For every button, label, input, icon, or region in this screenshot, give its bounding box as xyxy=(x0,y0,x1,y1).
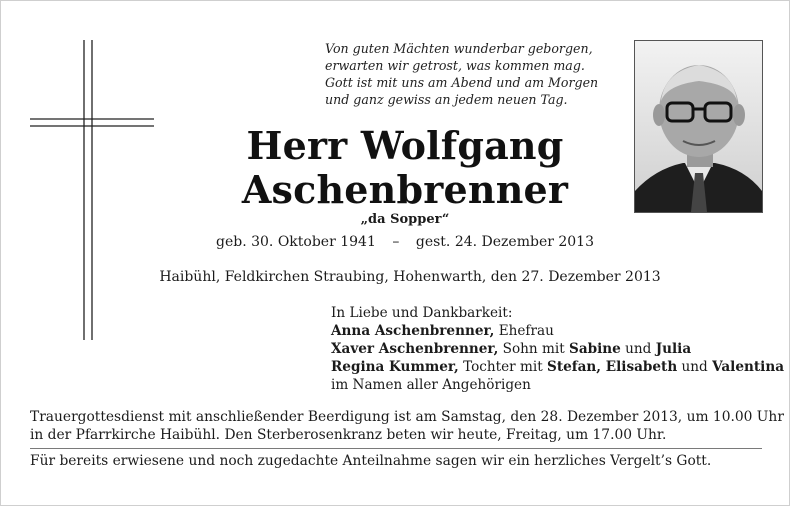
family-row xyxy=(331,322,781,340)
poem-line: erwarten wir getrost, was kommen mag. xyxy=(325,58,585,73)
life-dates xyxy=(190,234,620,250)
family-member: Stefan, Elisabeth xyxy=(547,359,678,375)
family-list xyxy=(331,304,785,394)
family-member: Regina Kummer, xyxy=(331,359,459,375)
poem-line: und ganz gewiss an jedem neuen Tag. xyxy=(325,92,568,107)
family-intro: In Liebe und Dankbarkeit: xyxy=(331,305,513,321)
family-member: Anna Aschenbrenner, xyxy=(331,323,495,339)
poem-line: Von guten Mächten wunderbar geborgen, xyxy=(325,41,593,56)
relation-text: und xyxy=(677,359,713,375)
thanks-line: Für bereits erwiesene und noch zugedachte Anteilnahme sagen wir ein herzliches Vergelt’s Gott. xyxy=(30,453,712,469)
cross-icon xyxy=(30,40,154,340)
family-row xyxy=(331,358,785,376)
poem-line: Gott ist mit uns am Abend und am Morgen xyxy=(325,75,599,90)
nickname: „da Sopper“ xyxy=(360,212,450,227)
portrait-photo xyxy=(634,40,763,213)
relation-text: und xyxy=(620,341,656,357)
family-closing: im Namen aller Angehörigen xyxy=(331,377,531,393)
relation-text: Tochter mit xyxy=(458,359,547,375)
name-line-1: Herr Wolfgang xyxy=(246,123,564,168)
family-member: Valentina xyxy=(712,359,785,375)
poem-verse xyxy=(325,40,615,108)
family-member: Julia xyxy=(655,341,692,357)
family-row xyxy=(331,340,781,358)
family-member: Sabine xyxy=(569,341,621,357)
service-line-2: in der Pfarrkirche Haibühl. Den Sterberosenkranz beten wir heute, Freitag, um 17.00 Uhr. xyxy=(30,427,667,443)
relation-text: Ehefrau xyxy=(494,323,554,339)
service-announcement xyxy=(30,408,784,444)
divider-line xyxy=(30,448,762,449)
birth-date: geb. 30. Oktober 1941 xyxy=(216,234,376,250)
place-date-line: Haibühl, Feldkirchen Straubing, Hohenwarth, den 27. Dezember 2013 xyxy=(159,269,661,285)
family-member: Xaver Aschenbrenner, xyxy=(331,341,499,357)
name-line-2: Aschenbrenner xyxy=(241,167,569,212)
date-separator: – xyxy=(392,234,400,250)
deceased-name xyxy=(200,124,610,212)
service-line-1: Trauergottesdienst mit anschließender Beerdigung ist am Samstag, den 28. Dezember 2013, um 10.00 Uhr xyxy=(30,409,784,425)
relation-text: Sohn mit xyxy=(498,341,569,357)
death-date: gest. 24. Dezember 2013 xyxy=(415,234,594,250)
